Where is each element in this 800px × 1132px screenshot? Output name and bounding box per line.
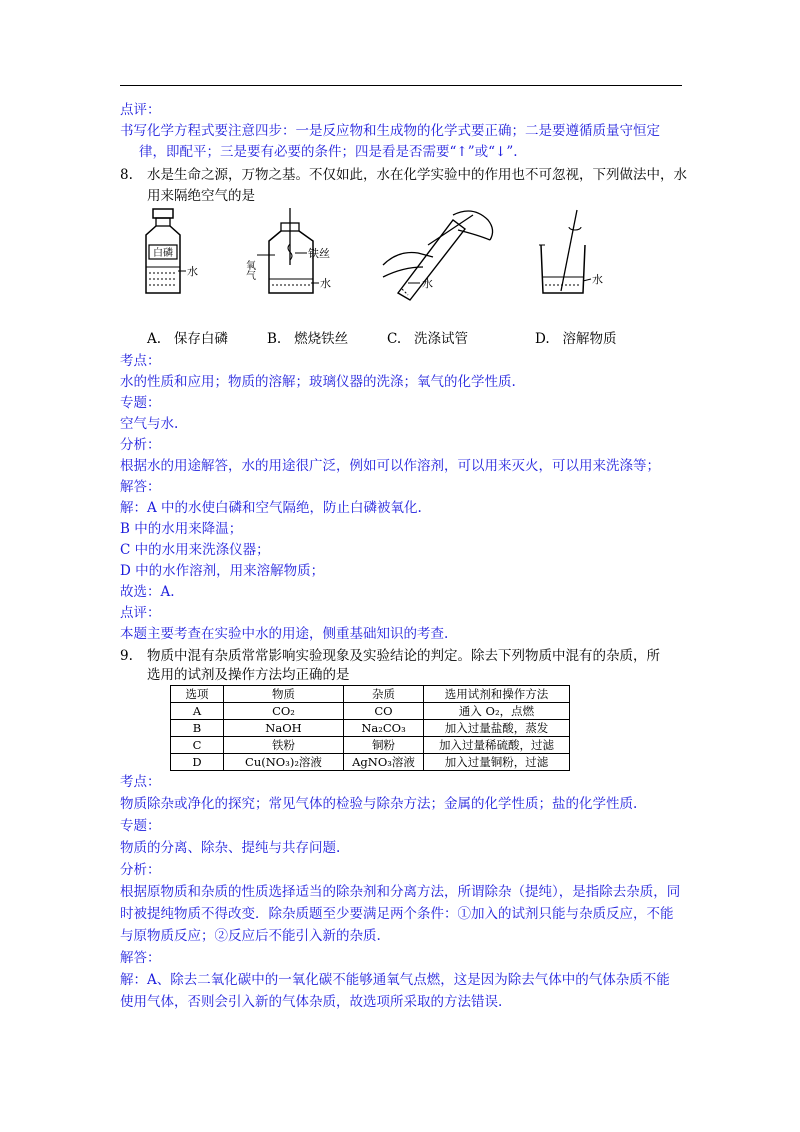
impurity-table xyxy=(170,685,570,771)
q9-fenxi-label: 分析： xyxy=(120,862,161,878)
q8-zhuanti-label: 专题： xyxy=(120,395,161,411)
q8-fenxi-label: 分析： xyxy=(120,437,161,453)
q8-jie-line3: C 中的水用来洗涤仪器； xyxy=(120,542,270,558)
q9-fenxi-line3: 与原物质反应；②反应后不能引入新的杂质. xyxy=(120,928,381,944)
comment-label: 点评： xyxy=(120,102,161,118)
q9-jie-label: 解答： xyxy=(120,950,161,966)
table-cell: CO₂ xyxy=(224,703,344,720)
figure-b-oxygen: 氧气 xyxy=(243,260,255,280)
q9-jie-line2: 使用气体，否则会引入新的气体杂质，故选项所采取的方法错误. xyxy=(120,994,503,1010)
figure-b-iron-label: 铁丝 xyxy=(308,247,330,260)
question-8-stem-line1: 水是生命之源，万物之基。不仅如此，水在化学实验中的作用也不可忽视，下列做法中，水 xyxy=(147,167,687,183)
table-cell: 铁粉 xyxy=(224,737,344,754)
table-row xyxy=(171,720,570,737)
figure-d-water: 水 xyxy=(592,273,603,286)
figure-b-water: 水 xyxy=(320,277,331,290)
option-a: A. 保存白磷 xyxy=(147,331,228,347)
q8-dianping: 本题主要考查在实验中水的用途，侧重基础知识的考查. xyxy=(120,626,449,642)
header-rule xyxy=(120,85,682,86)
table-cell: Na₂CO₃ xyxy=(344,720,424,737)
q8-jie-line5: 故选：A. xyxy=(120,584,175,600)
table-cell: NaOH xyxy=(224,720,344,737)
comment-text-line2: 律，即配平；三是要有必要的条件；四是看是否需要“↑”或“↓”. xyxy=(139,144,518,160)
table-cell: A xyxy=(171,703,224,720)
q8-jie-line4: D 中的水作溶剂，用来溶解物质； xyxy=(120,563,325,579)
table-header: 物质 xyxy=(224,686,344,703)
q8-jie-line1: 解：A 中的水使白磷和空气隔绝，防止白磷被氧化. xyxy=(120,500,422,516)
table-cell: CO xyxy=(344,703,424,720)
comment-text-line1: 书写化学方程式要注意四步：一是反应物和生成物的化学式要正确；二是要遵循质量守恒定 xyxy=(120,123,660,139)
table-cell: C xyxy=(171,737,224,754)
table-cell: B xyxy=(171,720,224,737)
figure-a-jar xyxy=(140,205,200,304)
q8-jie-line2: B 中的水用来降温； xyxy=(120,521,243,537)
figure-a-label: 白磷 xyxy=(153,248,173,259)
figure-c-washing xyxy=(378,205,508,304)
q8-kaodian-label: 考点： xyxy=(120,353,161,369)
q9-jie-line1: 解：A、除去二氧化碳中的一氧化碳不能够通氧气点燃，这是因为除去气体中的气体杂质不能 xyxy=(120,972,670,988)
question-8-number: 8. xyxy=(120,167,133,183)
question-9-number: 9. xyxy=(120,648,133,664)
option-b: B. 燃烧铁丝 xyxy=(267,331,349,347)
table-cell: 通入 O₂，点燃 xyxy=(424,703,570,720)
table-cell: Cu(NO₃)₂溶液 xyxy=(224,754,344,771)
figure-d-beaker xyxy=(533,205,613,304)
q8-fenxi: 根据水的用途解答，水的用途很广泛，例如可以作溶剂，可以用来灭火，可以用来洗涤等； xyxy=(120,458,660,474)
table-header: 选项 xyxy=(171,686,224,703)
q8-zhuanti: 空气与水. xyxy=(120,416,179,432)
q9-kaodian: 物质除杂或净化的探究；常见气体的检验与除杂方法；金属的化学性质；盐的化学性质. xyxy=(120,796,638,812)
q9-fenxi-line1: 根据原物质和杂质的性质选择适当的除杂剂和分离方法，所谓除杂（提纯），是指除去杂质，同 xyxy=(120,884,681,900)
question-8-stem-line2: 用来隔绝空气的是 xyxy=(147,188,255,204)
q9-fenxi-line2: 时被提纯物质不得改变．除杂质题至少要满足两个条件：①加入的试剂只能与杂质反应，不能 xyxy=(120,906,674,922)
q9-kaodian-label: 考点： xyxy=(120,774,161,790)
figure-b-iron-wire xyxy=(245,205,355,304)
table-cell: 加入过量稀硫酸，过滤 xyxy=(424,737,570,754)
figure-c-water: 水 xyxy=(422,277,433,290)
table-cell: 加入过量盐酸，蒸发 xyxy=(424,720,570,737)
table-row xyxy=(171,737,570,754)
question-9-stem-line1: 物质中混有杂质常常影响实验现象及实验结论的判定。除去下列物质中混有的杂质，所 xyxy=(147,648,660,664)
q8-dianping-label: 点评： xyxy=(120,605,161,621)
q9-zhuanti: 物质的分离、除杂、提纯与共存问题. xyxy=(120,840,341,856)
q8-jie-label: 解答： xyxy=(120,479,161,495)
table-cell: D xyxy=(171,754,224,771)
table-cell: 铜粉 xyxy=(344,737,424,754)
table-header: 杂质 xyxy=(344,686,424,703)
figure-a-water: 水 xyxy=(187,265,198,278)
table-header: 选用试剂和操作方法 xyxy=(424,686,570,703)
table-row xyxy=(171,754,570,771)
q9-zhuanti-label: 专题： xyxy=(120,818,161,834)
option-d: D. 溶解物质 xyxy=(535,331,617,347)
table-cell: AgNO₃溶液 xyxy=(344,754,424,771)
table-cell: 加入过量铜粉，过滤 xyxy=(424,754,570,771)
question-9-stem-line2: 选用的试剂及操作方法均正确的是 xyxy=(147,667,350,683)
option-c: C. 洗涤试管 xyxy=(387,331,469,347)
q8-kaodian: 水的性质和应用；物质的溶解；玻璃仪器的洗涤；氧气的化学性质. xyxy=(120,374,516,390)
table-header-row xyxy=(171,686,570,703)
table-row xyxy=(171,703,570,720)
